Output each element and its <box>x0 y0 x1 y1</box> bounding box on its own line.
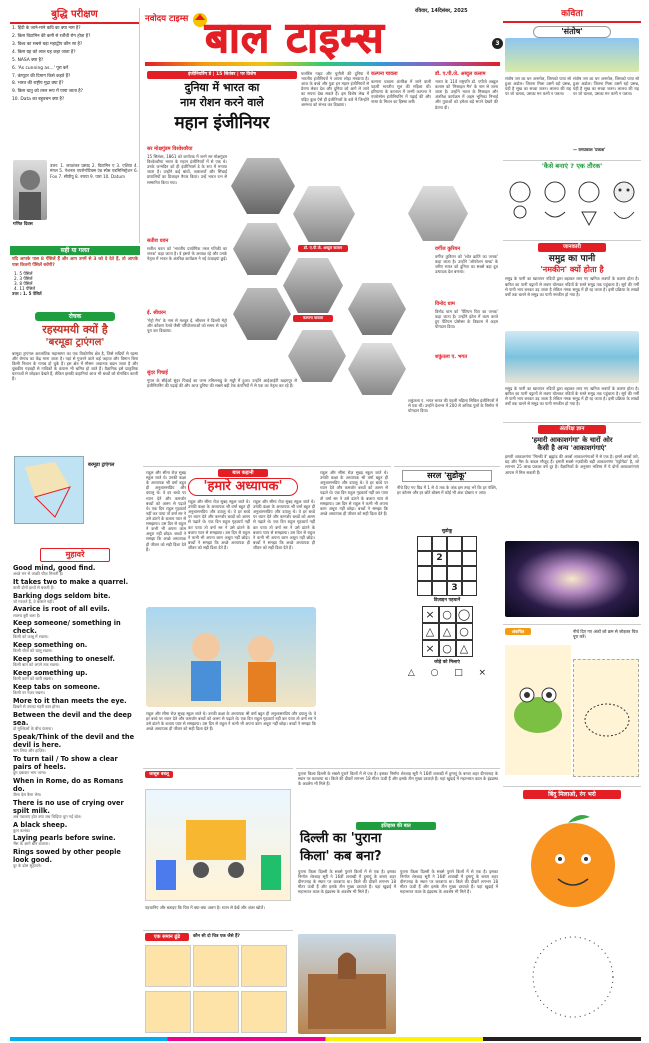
shape-cell[interactable]: ○ <box>439 606 456 623</box>
match-option-2[interactable]: ○ <box>430 667 439 678</box>
knowledge-section <box>503 240 641 420</box>
bottom-color-strip <box>10 1037 641 1041</box>
shape-cell[interactable]: △ <box>456 640 473 657</box>
idiom-hindi: कुल कलंक। <box>13 827 31 833</box>
visvesvaraya-photo <box>231 158 295 214</box>
chawla-name: कल्पना चावला <box>371 71 398 77</box>
poem-photo <box>505 38 639 72</box>
jasoos-cartoon <box>145 789 291 901</box>
purana-qila-section <box>296 768 500 1036</box>
sreedharan-name: ई. श्रीधरन <box>147 310 166 316</box>
match-option-1[interactable]: △ <box>407 667 415 678</box>
brand-logo <box>145 11 209 29</box>
space-heading-2: कैसी है अन्य 'आकाशगंगाएं' <box>537 443 607 452</box>
truefalse-section <box>10 246 140 308</box>
idiom-english: More to it than meets the eye. <box>13 696 127 705</box>
knowledge-heading-2: 'नमकीन' क्यों होता है <box>540 264 604 274</box>
sreedharan-photo <box>233 288 291 340</box>
sudoku-cell[interactable] <box>447 566 462 581</box>
sudoku-grid <box>417 536 477 596</box>
truefalse-options <box>10 271 140 292</box>
sudoku-cell[interactable]: 2 <box>432 551 447 566</box>
quiz-title: बुद्धि परीक्षण <box>10 8 139 24</box>
sreedharan-text: 'मेट्रो मैन' के नाम से मशहूर ई. श्रीधरन ने दिल्ली मेट्रो और कोंकण रेलवे जैसी परियोजनाओं को समय से पहले पूरा कर दिखाया। <box>147 318 227 334</box>
bermuda-heading: रहस्यमयी क्यों है <box>42 323 108 337</box>
engineers-headline-1: दुनिया में भारत का <box>184 81 260 94</box>
shape-cell[interactable]: ◯ <box>456 606 473 623</box>
find-question: कौन सी दो चित्र एक जैसे हैं? <box>193 934 240 939</box>
frog-drawing-2 <box>573 659 639 777</box>
engineers-headline-3: महान इंजीनियर <box>174 113 270 133</box>
sudoku-cell[interactable]: 3 <box>447 581 462 596</box>
vinod-name: विनोद धाम <box>435 301 455 307</box>
idiom-english: Keep something on. <box>13 641 88 650</box>
sudoku-cell[interactable] <box>447 536 462 551</box>
quiz-section <box>10 8 140 243</box>
quiz-item: 8. भारत की राष्ट्रीय मुद्रा क्या है? <box>12 81 64 87</box>
idiom-english: To turn tail / To show a clear pairs of heels. <box>13 754 118 771</box>
sudoku-cell[interactable] <box>447 551 462 566</box>
sudoku-cell[interactable] <box>462 536 477 551</box>
find-same-section <box>143 930 293 1036</box>
kurien-photo <box>408 186 468 241</box>
idiom-hindi: जो गरजते हैं, वे बरसते नहीं। <box>13 598 54 604</box>
sudoku-cell[interactable] <box>417 581 432 596</box>
idiom-english: A black sheep. <box>13 820 68 829</box>
truefalse-answer: उत्तर : 1. 5 पेंसिलें <box>12 291 42 297</box>
shakuntala-name: शकुंतला ए. भगत <box>435 354 468 360</box>
orange-drawing <box>518 807 628 917</box>
idiom-english: Keep something to oneself. <box>13 655 115 664</box>
shape-cell[interactable]: ○ <box>456 623 473 640</box>
shape-cell[interactable]: △ <box>439 623 456 640</box>
story-illustration <box>146 607 316 707</box>
truefalse-title: सही या गलत <box>10 246 140 255</box>
idiom-hindi: किसी चीज़ को चालू रखना। <box>13 648 53 654</box>
dhawan-photo <box>233 223 291 275</box>
story-section <box>143 466 391 766</box>
sudoku-cell[interactable] <box>417 551 432 566</box>
idiom-hindi: ताली दोनों हाथों से बजती है। <box>13 584 55 590</box>
howto-step-2 <box>540 177 570 227</box>
shape-cell[interactable]: △ <box>422 623 439 640</box>
engineers-intro: फलॉरेंस नाइट और चुनौती की दुनिया में भारतीय इंजीनियरों ने अपना लोहा मनवाया है। आज के बच्चे और युवा इन महान इंजीनियरों से प्रेरणा लेकर देश और दुनिया को आगे ले जाने का सपना देख सकते हैं। इस विशेष लेख में पढ़िए कुछ ऐसे ही इंजीनियरों के बारे में जिन्होंने असंभव को संभव कर दिखाया। <box>301 71 369 107</box>
space-heading-1: 'हमारी आकाशगंगा' के चारों ओर <box>531 435 613 444</box>
purana-qila-photo <box>298 934 396 1034</box>
kalam-name: डॉ. ए.पी.जे. अब्दुल कलाम <box>435 71 486 77</box>
shape-cell[interactable]: × <box>422 606 439 623</box>
quiz-item: 10. Data का बहुवचन क्या है? <box>12 97 65 103</box>
idiom-english: Laying pearls before swine. <box>13 834 116 843</box>
idiom-english: It takes two to make a quarrel. <box>13 577 129 586</box>
howto-step-3 <box>574 177 604 227</box>
idiom-english: Speak/Think of the devil and the devil is here. <box>13 732 135 749</box>
kurien-name: वर्गीज कुरियन <box>435 246 461 252</box>
jasoos-caption: पहचानिए और बताइए कि चित्र में क्या-क्या अलग है। ध्यान से देखें और अंतर खोजें। <box>145 905 265 910</box>
quiz-item: 4. किस ग्रह को लाल ग्रह कहा जाता है? <box>12 49 76 55</box>
sudoku-cell[interactable] <box>432 536 447 551</box>
idiom-hindi: किसी को काबू में रखना। <box>13 634 49 640</box>
story-ribbon: बाल कहानी <box>218 469 268 477</box>
sudoku-title: सरल 'सुडोकू' <box>402 470 492 482</box>
bermuda-text: बरमूडा ट्राएंगल अटलांटिक महासागर का एक त्रिकोणीय क्षेत्र है, जिसे सदियों से रहस्य और रोमांच का केंद्र माना जाता है। यहां से गुजरने वाले कई जहाज और विमान बिना किसी निशान के गायब हो चुके हैं। इस क्षेत्र में मौसम अचानक बदल जाता है और चुंबकीय गड़बड़ी से नाविकों के कंपास भी भ्रमित हो जाते हैं। वैज्ञानिक इसे प्राकृतिक घटनाओं से जोड़कर देखते हैं, लेकिन इसकी कहानियां आज भी बच्चों को रोमांचित करती हैं। <box>12 350 138 382</box>
story-text-col3: राहुल और सीमा रोज़ सुबह स्कूल जाते थे। उनकी कक्षा के अध्यापक श्री वर्मा बहुत ही अनुशासनप्रिय और दयालु थे। वे हर बच्चे पर ध्यान देते और कमजोर बच्चों को अलग से पढ़ाते थे। एक दिन राहुल गृहकार्य नहीं कर पाया तो वर्मा सर ने उसे डांटने के बजाय प्यार से समझाया। उस दिन से राहुल ने कभी भी अपना काम अधूरा नहीं छोड़ा। बच्चों ने समझा कि अच्छे अध्यापक ही जीवन को सही दिशा देते हैं। <box>253 499 315 550</box>
story-text-col4: राहुल और सीमा रोज़ सुबह स्कूल जाते थे। उनकी कक्षा के अध्यापक श्री वर्मा बहुत ही अनुशासनप्रिय और दयालु थे। वे हर बच्चे पर ध्यान देते और कमजोर बच्चों को अलग से पढ़ाते थे। एक दिन राहुल गृहकार्य नहीं कर पाया तो वर्मा सर ने उसे डांटने के बजाय प्यार से समझाया। उस दिन से राहुल ने कभी भी अपना काम अधूरा नहीं छोड़ा। बच्चों ने समझा कि अच्छे अध्यापक ही जीवन को सही दिशा देते हैं। <box>320 470 388 516</box>
sudoku-instructions: नीचे दिए गए ग्रिड में 1 से 4 तक के अंक इस तरह भरें कि हर पंक्ति, हर कॉलम और हर छोटे बॉक्स में कोई भी अंक दोबारा न आए। <box>397 484 497 495</box>
idioms-list <box>10 562 140 873</box>
truefalse-option[interactable]: 3. 8 पेंसिलें <box>14 280 33 286</box>
idiom-english: Keep someone/ something in check. <box>13 619 121 636</box>
dots-title: बिंदु मिलाओ, रंग भरो <box>523 790 621 799</box>
knowledge-text: समुद्र के पानी का खारापन नदियों द्वारा बहाकर लाए गए खनिज लवणों के कारण होता है। बारिश का पानी चट्टानों से लवण घोलकर नदियों के रास्ते समुद्र तक पहुंचाता है। सूर्य की गर्मी से पानी भाप बनकर उड़ जाता है लेकिन नमक समुद्र में ही रह जाता है। इसी प्रक्रिया के लाखों वर्षों तक चलने से समुद्र का पानी नमकीन हो गया है। <box>505 276 639 297</box>
sudoku-cell[interactable] <box>432 566 447 581</box>
idiom-english: Keep tabs on someone. <box>13 683 101 692</box>
idiom-hindi: किसी बात को अपने तक रखना। <box>13 662 60 668</box>
sudoku-cell[interactable] <box>432 581 447 596</box>
match-options <box>394 666 500 681</box>
idiom-english: When in Rome, do as Romans do. <box>13 776 124 793</box>
find-images <box>145 945 291 1035</box>
dhawan-text: सतीश धवन को 'भारतीय प्रायोगिक तरल गतिकी का जनक' कहा जाता है। वे इसरो के अध्यक्ष रहे और उनके नेतृत्व में भारत के अंतरिक्ष कार्यक्रम ने नई ऊंचाइयां छुईं। <box>147 246 227 262</box>
howto-section <box>503 160 641 238</box>
engineers-kicker: इंजीनियरिंग डे | 15 सितंबर | पर विशेष <box>147 71 297 79</box>
find-option-4[interactable] <box>145 991 191 1033</box>
story-text-col1: राहुल और सीमा रोज़ सुबह स्कूल जाते थे। उनकी कक्षा के अध्यापक श्री वर्मा बहुत ही अनुशासनप्रिय और दयालु थे। वे हर बच्चे पर ध्यान देते और कमजोर बच्चों को अलग से पढ़ाते थे। एक दिन राहुल गृहकार्य नहीं कर पाया तो वर्मा सर ने उसे डांटने के बजाय प्यार से समझाया। उस दिन से राहुल ने कभी भी अपना काम अधूरा नहीं छोड़ा। बच्चों ने समझा कि अच्छे अध्यापक ही जीवन को सही दिशा देते हैं। <box>146 470 186 552</box>
idiom-english: There is no use of crying over spilt milk. <box>13 798 124 815</box>
find-option-3[interactable] <box>241 945 287 987</box>
find-option-5[interactable] <box>193 991 239 1033</box>
match-option-4[interactable]: × <box>478 667 487 678</box>
pichai-photo <box>288 330 346 382</box>
purana-heading-1: दिल्ली का 'पुराना <box>300 831 382 846</box>
match-label: जोड़े को मिलाएं <box>434 659 460 665</box>
knowledge-heading-1: समुद्र का पानी <box>548 253 596 264</box>
idiom-hindi: जैसा देस वैसा भेस। <box>13 791 42 797</box>
story-text-col5: राहुल और सीमा रोज़ सुबह स्कूल जाते थे। उनकी कक्षा के अध्यापक श्री वर्मा बहुत ही अनुशासनप्रिय और दयालु थे। वे हर बच्चे पर ध्यान देते और कमजोर बच्चों को अलग से पढ़ाते थे। एक दिन राहुल गृहकार्य नहीं कर पाया तो वर्मा सर ने उसे डांटने के बजाय प्यार से समझाया। उस दिन से राहुल ने कभी भी अपना काम अधूरा नहीं छोड़ा। बच्चों ने समझा कि अच्छे अध्यापक ही जीवन को सही दिशा देते हैं। <box>146 711 316 732</box>
quiz-answers: उत्तर: 1. जयशंकर प्रसाद 2. विटामिन ए 3. एशिया 4. मंगल 5. नेशनल एयरोनॉटिक्स एंड स्पेस एडमिनिस्ट्रेशन 6. Fox 7. सीपीयू 8. रुपया 9. पारा 10. Datum <box>50 163 138 179</box>
dotted-orange <box>518 922 628 1032</box>
find-option-2[interactable] <box>193 945 239 987</box>
visvesvaraya-name: सर मोक्षगुंडम विश्वेश्वरैया <box>147 146 193 152</box>
idiom-hindi: अब पछताए होत क्या जब चिड़िया चुग गई खेत। <box>13 813 82 819</box>
quiz-item: 7. कंप्यूटर की दिमाग किसे कहते हैं? <box>12 73 71 79</box>
pichai-name: सुंदर पिचाई <box>147 370 168 376</box>
find-option-1[interactable] <box>145 945 191 987</box>
truefalse-option[interactable]: 1. 5 पेंसिलें <box>14 270 33 276</box>
bermuda-ribbon: रोचक <box>35 312 115 321</box>
howto-step-1 <box>505 177 535 227</box>
quiz-item: 9. किस धातु को तरल रूप में पाया जाता है? <box>12 89 83 95</box>
mathematician-caption: गणित दिवस <box>13 222 33 227</box>
story-title: 'हमारे अध्यापक' <box>188 478 298 496</box>
space-text: हमारी आकाशगंगा 'मिल्की वे' ब्रह्मांड की अरबों आकाशगंगाओं में से एक है। इसमें अरबों तारे, ग्रह और गैस के बादल मौजूद हैं। हमारी सबसे नज़दीकी बड़ी आकाशगंगा 'एंड्रोमेडा' है, जो लगभग 25 लाख प्रकाश वर्ष दूर है। वैज्ञानिकों के अनुसार भविष्य में ये दोनों आकाशगंगाएं आपस में मिल सकती हैं। <box>505 454 639 475</box>
bermuda-subheading: 'बरमूडा ट्राएंगल' <box>45 336 105 348</box>
masthead-title: बाल टाइम्स <box>205 13 385 62</box>
truefalse-option[interactable]: 2. 3 पेंसिलें <box>14 275 33 281</box>
engineers-section <box>143 68 500 463</box>
frog-drawing <box>505 645 571 775</box>
dots-section <box>503 786 641 1036</box>
pichai-text: गूगल के सीईओ सुंदर पिचाई का जन्म तमिलनाडु के मदुरै में हुआ। उन्होंने आईआईटी खड़गपुर से इंजीनियरिंग की पढ़ाई की और आज दुनिया की सबसे बड़ी टेक कंपनियों में से एक का नेतृत्व कर रहे हैं। <box>147 378 297 389</box>
shape-cell[interactable]: × <box>422 640 439 657</box>
purana-text-col2: पुराना किला दिल्ली के सबसे पुराने किलों में से एक है। इसका निर्माण शेरशाह सूरी ने 16वीं शताब्दी में हुमायूं के बनाए शहर दीनपनाह के स्थान पर करवाया था। किले की दीवारें लगभग 18 मीटर ऊंची हैं और इसके तीन मुख्य दरवाज़े हैं। यहां खुदाई में महाभारत काल के इंद्रप्रस्थ के अवशेष भी मिले हैं। <box>400 869 498 895</box>
idiom-english: Rings sowed by other people look good. <box>13 848 121 865</box>
purana-intro: पुराना किला दिल्ली के सबसे पुराने किलों में से एक है। इसका निर्माण शेरशाह सूरी ने 16वीं शताब्दी में हुमायूं के बनाए शहर दीनपनाह के स्थान पर करवाया था। किले की दीवारें लगभग 18 मीटर ऊंची हैं और इसके तीन मुख्य दरवाज़े हैं। यहां खुदाई में महाभारत काल के इंद्रप्रस्थ के अवशेष भी मिले हैं। <box>298 771 498 787</box>
purana-heading-2: किला' कब बना? <box>300 849 382 864</box>
howto-title: 'कैसे बनाएं ? एक तौरक' <box>541 162 603 170</box>
idiom-hindi: किसी काम को जारी रखना। <box>13 676 53 682</box>
vinod-text: विनोद धाम को 'पेंटियम चिप का जनक' कहा जाता है। उन्होंने इंटेल में काम करते हुए पेंटियम प्रोसेसर के विकास में अहम योगदान दिया। <box>435 309 498 330</box>
galaxy-photo <box>505 541 639 617</box>
sudoku-cell[interactable] <box>462 551 477 566</box>
sea-photo <box>505 331 639 383</box>
idiom-english: Keep something up. <box>13 669 88 678</box>
bermuda-section <box>10 312 140 547</box>
sudoku-section <box>394 466 500 766</box>
chawla-text: कल्पना चावला अंतरिक्ष में जाने वाली पहली भारतीय मूल की महिला थीं। हरियाणा के करनाल में जन्मी कल्पना ने एयरोस्पेस इंजीनियरिंग में पढ़ाई की और नासा के मिशन का हिस्सा बनीं। <box>371 79 431 105</box>
howto-steps <box>503 177 641 227</box>
idiom-english: Between the devil and the deep sea. <box>13 710 132 727</box>
idiom-english: Avarice is root of all evils. <box>13 605 110 614</box>
truefalse-question: यदि आपके पास 8 पेंसिलें हैं और आप उनमें से 3 को दे देते हैं, तो आपके पास कितनी पेंसिलें बचेंगी? <box>12 257 138 268</box>
bermuda-map <box>14 456 84 524</box>
ankchitra-instructions: नीचे दिए गए अंकों को क्रम से जोड़कर चित्र पूरा करें। <box>573 629 638 640</box>
idiom-hindi: दो मुश्किलों के बीच फंसना। <box>13 725 53 731</box>
purana-ribbon: इतिहास की बात <box>356 822 436 830</box>
shapes-grid <box>422 606 473 657</box>
space-section-title: अंतरिक्ष ज्ञान <box>538 425 606 434</box>
idiom-hindi: लालच बुरी बला है। <box>13 612 41 618</box>
idiom-hindi: दुम दबाकर भाग जाना। <box>13 769 47 775</box>
shape-cell[interactable]: ○ <box>439 640 456 657</box>
page-number: 3 <box>492 38 503 49</box>
quiz-item: 3. विश्व का सबसे बड़ा महाद्वीप कौन सा है? <box>12 41 83 47</box>
sudoku-grid-label: सुडोकू <box>441 528 453 534</box>
find-option-6[interactable] <box>241 991 287 1033</box>
quiz-item: 5. NASA क्या है? <box>12 57 44 63</box>
idiom-hindi: किसी पर नज़र रखना। <box>13 690 46 696</box>
quiz-list <box>10 24 139 107</box>
truefalse-option[interactable]: 4. 11 पेंसिलें <box>14 285 36 291</box>
poem-text-left: संतोष जग का धन अनमोल, जिसको पाया सो हुआ अडोल। जितना मिला उसमें रहो प्रसन्न, यही है सुख का सच्चा जतन। लालच की राह पर जो चलता, उसका मन कभी न पलता। <box>505 76 571 97</box>
chawla-photo <box>283 258 343 313</box>
idiom-hindi: अच्छे मन से अच्छी चीज़ मिलती है। <box>13 570 64 576</box>
masthead <box>145 8 500 68</box>
ankchitra-label: अंकचित्र <box>505 628 531 635</box>
ankchitra-section <box>503 624 641 784</box>
shakuntala-text: शकुंतला ए. भगत भारत की पहली महिला सिविल इंजीनियरों में से एक थीं। उन्होंने देशभर में 200 से अधिक पुलों के निर्माण में योगदान दिया। <box>408 398 498 414</box>
idiom-english: Barking dogs seldom bite. <box>13 591 111 600</box>
sudoku-cell[interactable] <box>462 566 477 581</box>
poem-author: — रामप्रकाश 'प्रकाश' <box>573 147 606 152</box>
knowledge-text-2: समुद्र के पानी का खारापन नदियों द्वारा बहाकर लाए गए खनिज लवणों के कारण होता है। बारिश का पानी चट्टानों से लवण घोलकर नदियों के रास्ते समुद्र तक पहुंचाता है। सूर्य की गर्मी से पानी भाप बनकर उड़ जाता है लेकिन नमक समुद्र में ही रह जाता है। इसी प्रक्रिया के लाखों वर्षों तक चलने से समुद्र का पानी नमकीन हो गया है। <box>505 386 639 407</box>
kalam-photo-label: डॉ. ए.पी.जे. अब्दुल कलाम <box>298 245 348 252</box>
visvesvaraya-text: 15 सितंबर, 1861 को कर्नाटक में जन्मे सर मोक्षगुंडम विश्वेश्वरैया भारत के महान इंजीनियरों में से एक थे। उनके जन्मदिन को ही इंजीनियर्स डे के रूप में मनाया जाता है। उन्होंने कई बांधों, जलाशयों और सिंचाई प्रणालियों का डिजाइन तैयार किया। उन्हें भारत रत्न से सम्मानित किया गया। <box>147 154 227 185</box>
bermuda-text-2 <box>88 482 138 532</box>
knowledge-section-title: जानकारी <box>538 243 606 252</box>
shakuntala-photo <box>348 343 406 395</box>
mathematician-photo <box>13 160 47 220</box>
find-label: एक समान ढूंढे <box>145 933 189 941</box>
kalam-photo <box>293 186 355 242</box>
idiom-hindi: दूर के ढोल सुहावने। <box>13 863 42 869</box>
howto-step-4 <box>609 177 639 227</box>
chawla-photo-label: कल्पना चावला <box>293 315 333 322</box>
sudoku-cell[interactable] <box>462 581 477 596</box>
idiom-hindi: दिखने से ज़्यादा गहरी बात होना। <box>13 703 61 709</box>
jasoos-label: जासूस बबलू <box>145 771 173 778</box>
space-section <box>503 422 641 622</box>
quiz-item: 2. किस विटामिन की कमी से रतौंधी रोग होता है? <box>12 34 91 40</box>
poem-section-title: कविता <box>503 8 641 23</box>
sudoku-cell[interactable] <box>417 536 432 551</box>
idiom-hindi: भैंस के आगे बीन बजाना। <box>13 841 50 847</box>
brand-name: नवोदय टाइम्स <box>145 14 189 24</box>
quiz-item: 6. 'As cunning as...' पूरा करें <box>12 65 69 71</box>
story-text-col2: राहुल और सीमा रोज़ सुबह स्कूल जाते थे। उनकी कक्षा के अध्यापक श्री वर्मा बहुत ही अनुशासनप्रिय और दयालु थे। वे हर बच्चे पर ध्यान देते और कमजोर बच्चों को अलग से पढ़ाते थे। एक दिन राहुल गृहकार्य नहीं कर पाया तो वर्मा सर ने उसे डांटने के बजाय प्यार से समझाया। उस दिन से राहुल ने कभी भी अपना काम अधूरा नहीं छोड़ा। बच्चों ने समझा कि अच्छे अध्यापक ही जीवन को सही दिशा देते हैं। <box>188 499 250 550</box>
crayons-decoration <box>145 62 500 66</box>
masthead-date: रविवार, 14दिसंबर, 2025 <box>415 8 468 14</box>
kalam-text: भारत के 11वें राष्ट्रपति डॉ. एपीजे अब्दुल कलाम को 'मिसाइल मैन' के नाम से जाना जाता है। उन्होंने भारत के मिसाइल और अंतरिक्ष कार्यक्रम में अहम भूमिका निभाई और युवाओं को हमेशा बड़े सपने देखने की प्रेरणा दी। <box>435 79 498 110</box>
match-option-3[interactable]: □ <box>454 667 463 678</box>
sudoku-cell[interactable] <box>417 566 432 581</box>
quiz-item: 1. हिंदी के जाने-माने कवि का क्या नाम है? <box>12 26 81 32</box>
idioms-title: मुहावरे <box>40 548 110 562</box>
jasoos-section <box>143 768 293 928</box>
bermuda-map-label: बरमूडा ट्राएंगल <box>88 462 115 468</box>
idioms-section <box>10 548 140 1036</box>
dhawan-name: सतीश धवन <box>147 238 169 244</box>
idiom-hindi: नाम लिया और हाज़िर। <box>13 747 46 753</box>
purana-text-col1: पुराना किला दिल्ली के सबसे पुराने किलों में से एक है। इसका निर्माण शेरशाह सूरी ने 16वीं शताब्दी में हुमायूं के बनाए शहर दीनपनाह के स्थान पर करवाया था। किले की दीवारें लगभग 18 मीटर ऊंची हैं और इसके तीन मुख्य दरवाज़े हैं। यहां खुदाई में महाभारत काल के इंद्रप्रस्थ के अवशेष भी मिले हैं। <box>298 869 396 895</box>
idiom-english: Good mind, good find. <box>13 563 96 572</box>
poem-title: 'संतोष' <box>533 26 611 38</box>
kurien-text: वर्गीज कुरियन को 'श्वेत क्रांति का जनक' कहा जाता है। उन्होंने 'ऑपरेशन फ्लड' के जरिए भारत को दुनिया का सबसे बड़ा दूध उत्पादक देश बनाया। <box>435 254 498 275</box>
poem-text-right: संतोष जग का धन अनमोल, जिसको पाया सो हुआ अडोल। जितना मिला उसमें रहो प्रसन्न, यही है सुख का सच्चा जतन। लालच की राह पर जो चलता, उसका मन कभी न पलता। <box>573 76 639 97</box>
poem-section <box>503 8 641 158</box>
engineers-headline-2: नाम रोशन करने वाले <box>180 96 264 109</box>
vinod-photo <box>348 283 406 335</box>
shapes-label: डिज़ाइन पहचानें <box>433 598 461 604</box>
